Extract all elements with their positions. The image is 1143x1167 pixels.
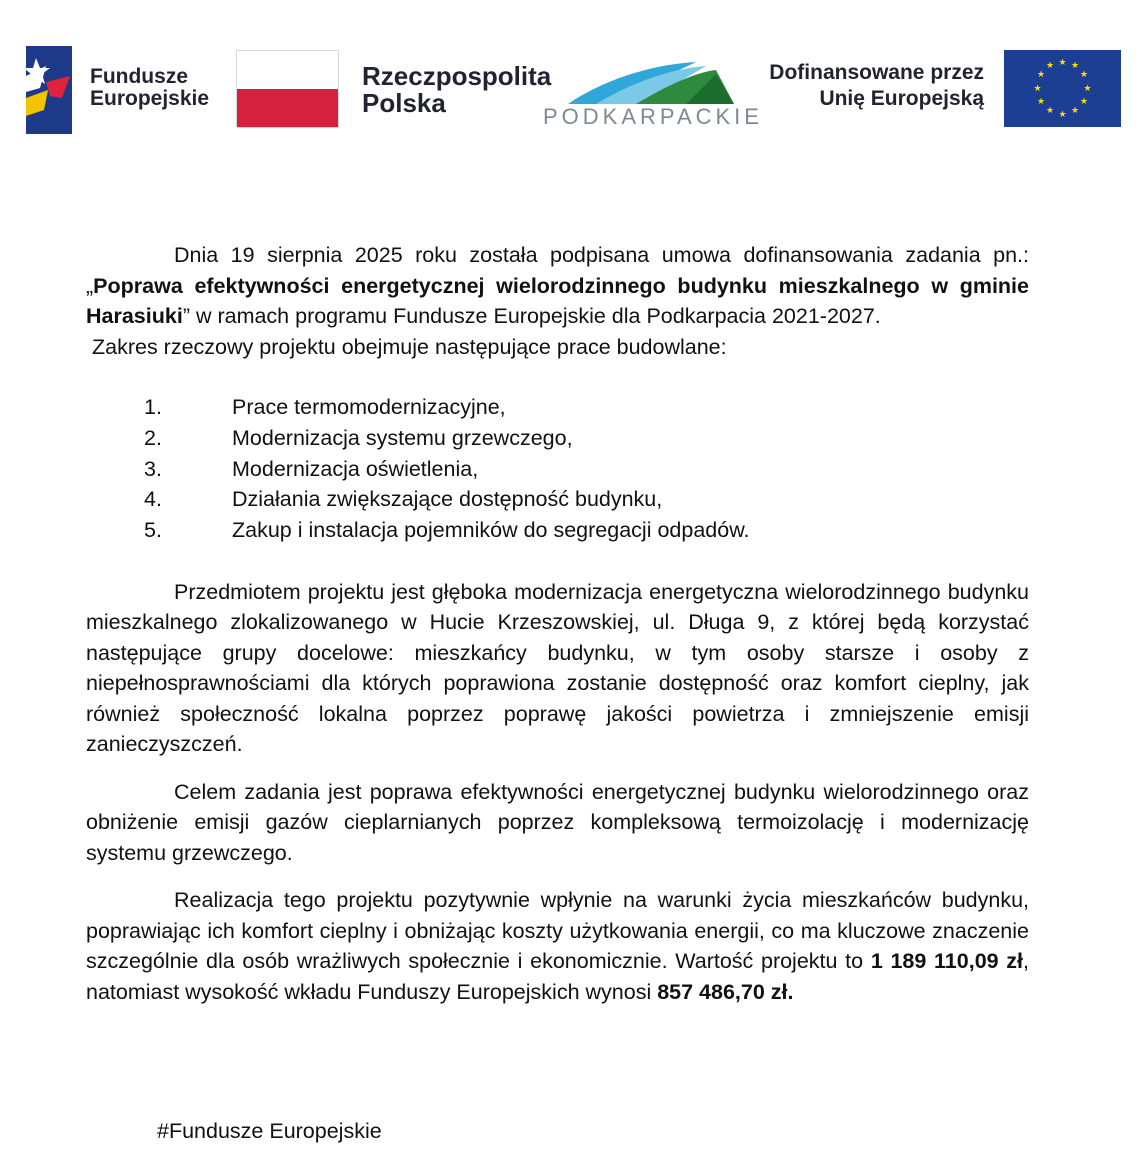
project-value: 1 189 110,09 zł [870,949,1024,974]
list-item-text: Prace termomodernizacyjne, [232,395,506,419]
svg-text:★: ★ [1070,106,1080,116]
list-item-text: Modernizacja oświetlenia, [232,456,479,481]
intro-tail: ” w ramach programu Fundusze Europejskie dla Podkarpacia 2021-2027. [182,304,881,328]
fundusze-europejskie-logo-text [90,66,209,110]
list-item-number: 3. [144,456,162,481]
goal-paragraph: Celem zadania jest poprawa efektywności energetycznej budynku wielorodzinnego oraz obniżenie emisji gazów cieplarnianych poprzez kompleksową termoizolację i modernizację systemu grzewczego. [86,779,1029,865]
fe-logo-line-2: Europejskie [90,87,210,110]
eu-flag-icon [1004,50,1121,127]
fe-logo-line-1: Fundusze [90,65,188,88]
impact-paragraph [86,885,1029,1007]
svg-text:★: ★ [1036,97,1046,107]
intro-lead: Dnia 19 sierpnia 2025 roku została podpisana umowa dofinansowania zadania pn.: „ [86,243,1029,298]
svg-text:★: ★ [1070,61,1080,71]
list-item [86,515,1029,546]
ue-logo-line-2: Unię Europejską [819,87,984,110]
list-item-text: Modernizacja systemu grzewczego, [232,425,573,450]
announcement-body [86,240,1029,1007]
list-item-text: Zakup i instalacja pojemników do segregacji odpadów. [232,518,750,543]
intro-paragraph [86,240,1029,332]
list-item [86,423,1029,454]
list-item-number: 5. [144,518,162,543]
svg-text:★: ★ [1058,58,1067,68]
impact-text-2: , natomiast wysokość wkładu Funduszy Europejskich wynosi [86,949,1030,1004]
list-item-number: 4. [144,487,162,512]
rp-logo-line-2: Polska [362,88,446,118]
eu-contribution: 857 486,70 zł. [657,979,794,1004]
logo-bar [0,0,1143,150]
works-list [86,392,1029,546]
project-title: Poprawa efektywności energetycznej wielorodzinnego budynku mieszkalnego w gminie Harasiuki [86,273,1029,328]
impact-text-1: Realizacja tego projektu pozytywnie wpłynie na warunki życia mieszkańców budynku, poprawiając ich komfort cieplny i obniżając koszty użytkowania energii, co ma kluczowe znaczenie szczególnie dla osób wrażliwych społecznie i ekonomicznie. Wartość projektu to [86,888,1029,974]
svg-text:★: ★ [1036,70,1046,80]
svg-text:★: ★ [1045,61,1055,71]
list-item [86,484,1029,515]
list-item-number: 1. [144,395,162,419]
hashtag: #Fundusze Europejskie [157,1119,382,1143]
scope-intro: Zakres rzeczowy projektu obejmuje następujące prace budowlane: [92,334,727,359]
podkarpackie-logo-text: PODKARPACKIE [543,104,763,129]
svg-text:★: ★ [1079,70,1089,80]
svg-text:★: ★ [1083,84,1092,94]
list-item [86,392,1029,423]
rp-logo-line-1: Rzeczpospolita [362,61,552,91]
ue-logo-line-1: Dofinansowane przez [769,61,984,84]
svg-text:★: ★ [1045,106,1055,116]
list-item [86,454,1029,485]
svg-text:★: ★ [1079,97,1089,107]
rzeczpospolita-polska-logo-text [362,63,551,117]
podkarpackie-logo-icon [566,58,736,108]
dofinansowane-ue-logo-text [748,60,984,112]
subject-paragraph: Przedmiotem projektu jest głęboka modernizacja energetyczna wielorodzinnego budynku mieszkalnego zlokalizowanego w Hucie Krzeszowskiej, ul. Długa 9, z której będą korzystać następujące grupy docelowe: mieszkańcy budynku, w tym osoby starsze i osoby z niepełnosprawnościami dla których poprawiona zostanie dostępność oraz komfort cieplny, jak również społeczność lokalna poprzez poprawę jakości powietrza i zmniejszenie emisji zanieczyszczeń. [86,579,1029,757]
fundusze-europejskie-logo-icon [26,46,72,134]
list-item-number: 2. [144,425,162,450]
list-item-text: Działania zwiększające dostępność budynku, [232,487,663,512]
svg-text:★: ★ [1033,84,1042,94]
polish-flag-icon [236,50,339,128]
svg-text:★: ★ [1058,110,1067,120]
